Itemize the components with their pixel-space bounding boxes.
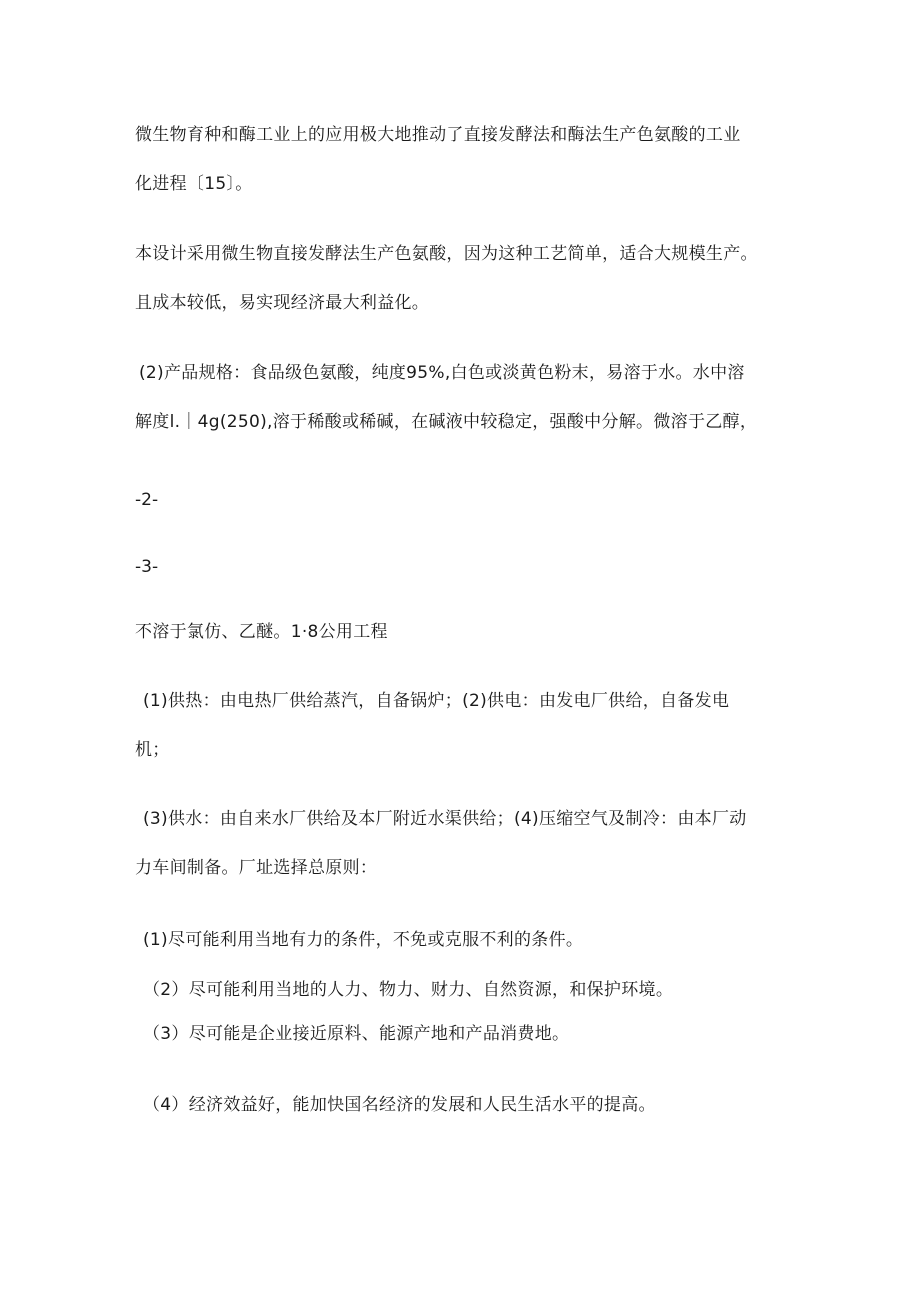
paragraph-6-line-2: 力车间制备。厂址选择总原则： <box>135 858 378 878</box>
paragraph-3-line-1: (2)产品规格：食品级色氨酸，纯度95%,白色或淡黄色粉末，易溶于水。水中溶 <box>139 363 745 383</box>
paragraph-2-line-2: 且成本较低，易实现经济最大利益化。 <box>135 293 430 313</box>
principle-item-4: （4）经济效益好，能加快国名经济的发展和人民生活水平的提高。 <box>143 1095 656 1115</box>
principle-item-3: （3）尽可能是企业接近原料、能源产地和产品消费地。 <box>143 1024 570 1044</box>
paragraph-6-line-1: (3)供水：由自来水厂供给及本厂附近水渠供给；(4)压缩空气及制冷：由本厂动 <box>143 809 747 829</box>
principle-item-2: （2）尽可能利用当地的人力、物力、财力、自然资源，和保护环境。 <box>143 980 674 1000</box>
paragraph-5-line-2: 机； <box>135 740 170 760</box>
principle-item-1: (1)尽可能利用当地有力的条件，不免或克服不利的条件。 <box>143 930 584 950</box>
paragraph-1-line-1: 微生物育种和酶工业上的应用极大地推动了直接发酵法和酶法生产色氨酸的工业 <box>135 125 741 145</box>
paragraph-5-line-1: (1)供热：由电热厂供给蒸汽，自备锅炉；(2)供电：由发电厂供给，自备发电 <box>143 691 730 711</box>
paragraph-3-line-2: 解度l.｜4g(250),溶于稀酸或稀碱，在碱液中较稳定，强酸中分解。微溶于乙醇， <box>135 412 758 432</box>
paragraph-1-line-2: 化进程〔15〕。 <box>135 174 253 194</box>
paragraph-2-line-1: 本设计采用微生物直接发酵法生产色氨酸，因为这种工艺简单，适合大规模生产。 <box>135 244 758 264</box>
page-number-2: -2- <box>135 490 159 510</box>
page-number-3: -3- <box>135 557 159 577</box>
paragraph-4-line-1: 不溶于氯仿、乙醚。1·8公用工程 <box>135 622 388 642</box>
